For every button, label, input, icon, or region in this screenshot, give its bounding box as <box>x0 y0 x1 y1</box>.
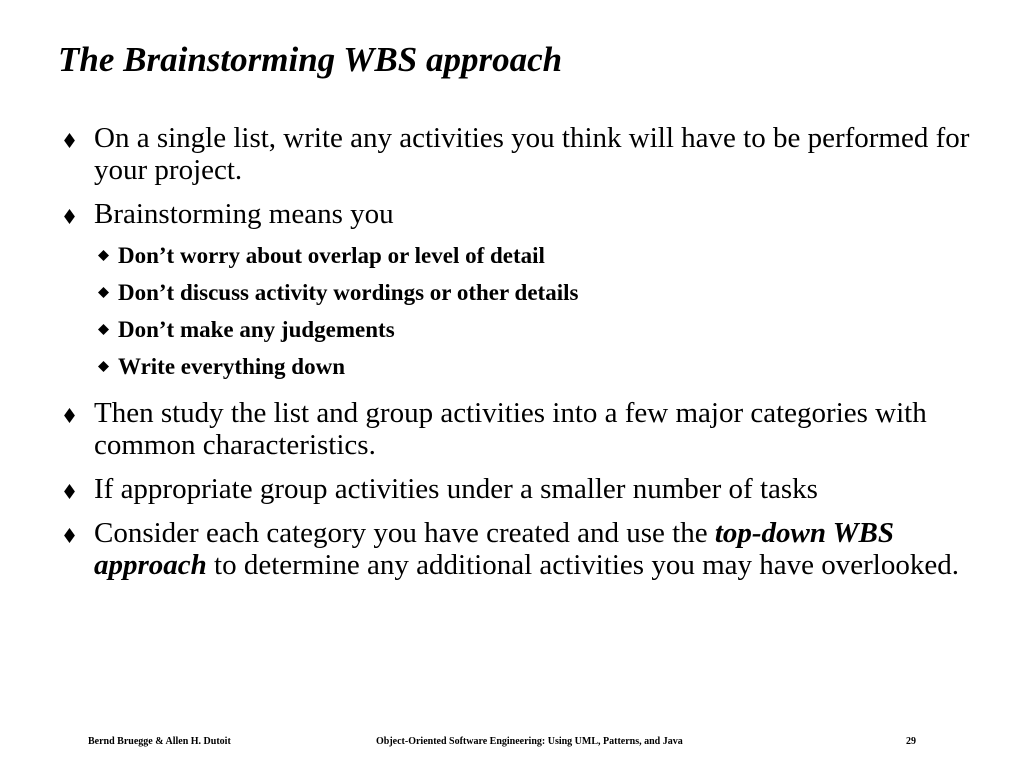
sub-bullet-text: Don’t discuss activity wordings or other details <box>118 280 579 305</box>
diamond-bullet-icon <box>62 528 77 543</box>
bullet-text: Brainstorming means you <box>94 198 394 230</box>
small-diamond-bullet-icon <box>98 287 109 298</box>
bullet-text-end: to determine any additional activities you may have overlooked. <box>206 549 959 581</box>
sub-bullet-item <box>82 242 982 270</box>
diamond-bullet-icon <box>62 133 77 148</box>
sub-bullet-text: Don’t make any judgements <box>118 317 395 342</box>
bullet-text-start: Consider each category you have created and use the <box>94 517 715 549</box>
bullet-text: On a single list, write any activities you think will have to be performed for your project. <box>94 122 970 186</box>
page-number: 29 <box>906 736 916 747</box>
diamond-bullet-icon <box>62 484 77 499</box>
emphasized-term: top-down WBS approach <box>94 517 894 581</box>
bullet-item <box>62 517 982 581</box>
diamond-bullet-icon <box>62 408 77 423</box>
sub-bullet-text: Write everything down <box>118 354 346 379</box>
sub-bullet-text: Don’t worry about overlap or level of detail <box>118 243 545 268</box>
sub-bullet-list <box>82 242 982 381</box>
small-diamond-bullet-icon <box>98 361 109 372</box>
footer-book-title: Object-Oriented Software Engineering: Using UML, Patterns, and Java <box>376 736 683 747</box>
diamond-bullet-icon <box>62 209 77 224</box>
sub-bullet-item <box>82 353 982 381</box>
small-diamond-bullet-icon <box>98 324 109 335</box>
footer-authors: Bernd Bruegge & Allen H. Dutoit <box>88 736 231 747</box>
bullet-text: If appropriate group activities under a smaller number of tasks <box>94 473 818 505</box>
slide-title: The Brainstorming WBS approach <box>58 40 563 79</box>
slide-content <box>62 122 982 593</box>
bullet-item <box>62 397 982 461</box>
bullet-item <box>62 473 982 505</box>
bullet-text: Then study the list and group activities into a few major categories with common characteristics. <box>94 397 927 461</box>
sub-bullet-item <box>82 316 982 344</box>
bullet-item <box>62 198 982 230</box>
sub-bullet-item <box>82 279 982 307</box>
bullet-item <box>62 122 982 186</box>
small-diamond-bullet-icon <box>98 250 109 261</box>
